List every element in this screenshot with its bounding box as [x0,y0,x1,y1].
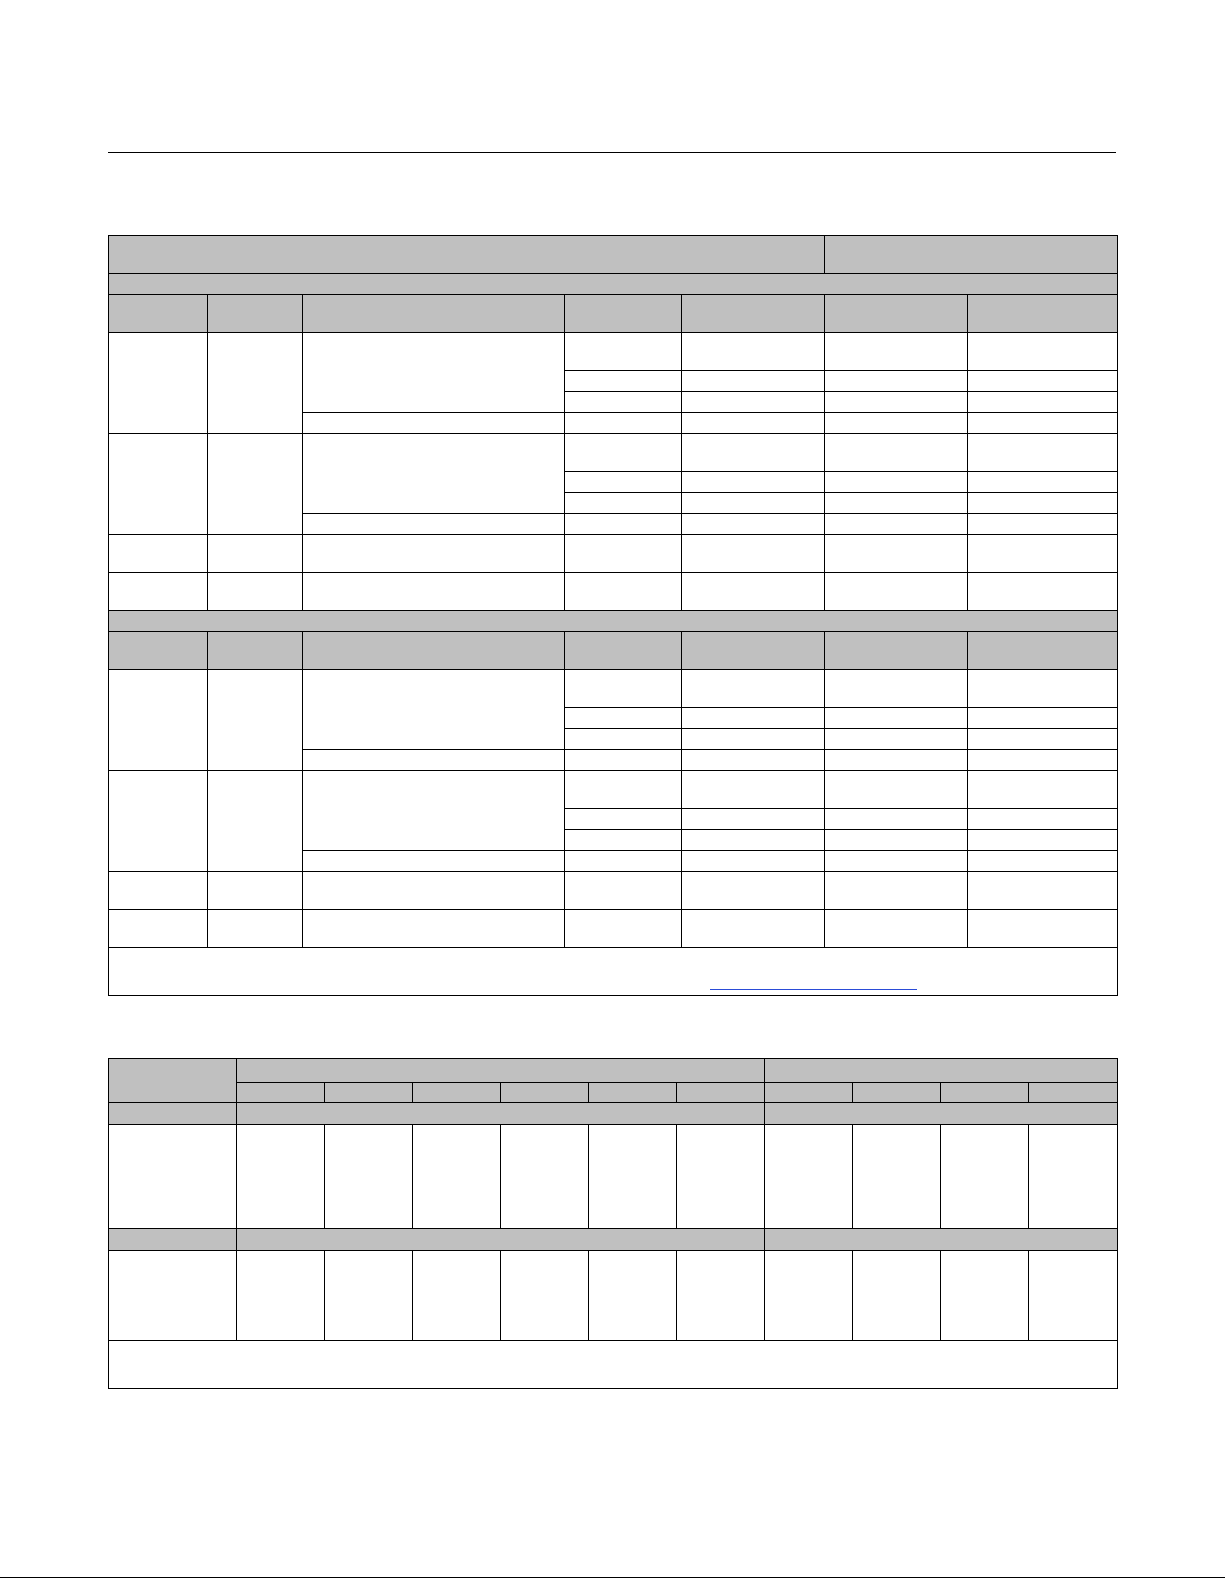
table-cell [825,809,968,830]
summary-table [108,1058,1118,1389]
table-cell [682,910,825,948]
table-cell [682,872,825,910]
table-cell [825,535,968,573]
table-cell [682,771,825,809]
table-cell [565,333,682,371]
table-cell [565,910,682,948]
table-cell [968,851,1118,872]
table-title-right [825,236,1118,274]
table-row [109,1251,1118,1341]
table-cell [682,493,825,514]
table-cell [303,333,565,413]
table-cell [565,535,682,573]
table-cell [968,670,1118,708]
table-cell [825,851,968,872]
spec-table [108,235,1118,996]
column-header [682,632,825,670]
table-cell [682,830,825,851]
table-cell [565,514,682,535]
section-header [109,274,1118,295]
table-cell [1029,1251,1118,1341]
table-cell [303,434,565,514]
table-cell [565,708,682,729]
table-cell [208,434,303,535]
table-cell [682,434,825,472]
subcolumn-header [1029,1083,1118,1103]
table-cell [677,1251,765,1341]
table-cell [825,434,968,472]
table-cell [968,910,1118,948]
table-cell [303,670,565,750]
table-cell [682,413,825,434]
table-row [109,535,1118,573]
table-cell [968,729,1118,750]
column-header [303,295,565,333]
table-cell [941,1251,1029,1341]
column-header [303,632,565,670]
table-cell [968,872,1118,910]
table-cell [303,872,565,910]
table-cell [968,413,1118,434]
table-cell [208,333,303,434]
table-cell [968,371,1118,392]
table-cell [968,392,1118,413]
subcolumn-header [237,1083,325,1103]
table-cell [682,729,825,750]
table-cell [565,830,682,851]
group-header-right [765,1059,1118,1083]
column-header [565,295,682,333]
column-header [208,632,303,670]
table-cell [825,371,968,392]
table-cell [325,1125,413,1229]
column-header [208,295,303,333]
column-header [968,632,1118,670]
table-cell [853,1251,941,1341]
column-header [682,295,825,333]
table-footnote [109,1341,1118,1389]
subcolumn-header [325,1083,413,1103]
table-cell [208,535,303,573]
table-cell [109,333,208,434]
table-cell [968,830,1118,851]
table-cell [303,535,565,573]
table-cell [682,809,825,830]
table-cell [109,1125,237,1229]
subcolumn-header [941,1083,1029,1103]
table-row [109,333,1118,371]
subcolumn-header [589,1083,677,1103]
table-cell [968,472,1118,493]
table-cell [825,771,968,809]
table-row [109,1125,1118,1229]
table-cell [413,1125,501,1229]
table-cell [413,1251,501,1341]
table-row [109,670,1118,708]
table-cell [565,771,682,809]
column-header [109,295,208,333]
table-cell [565,750,682,771]
table-row [109,434,1118,472]
table-cell [565,573,682,611]
table-cell [682,371,825,392]
table-cell [303,851,565,872]
row-band-left [237,1229,765,1251]
column-header-row [109,632,1118,670]
table-cell [303,413,565,434]
table-cell [825,872,968,910]
table-cell [825,670,968,708]
table-cell [682,750,825,771]
table-cell [682,573,825,611]
column-header-row [109,295,1118,333]
table-cell [1029,1125,1118,1229]
footer-rule [0,1577,1225,1578]
group-header-left [237,1059,765,1083]
table-cell [682,670,825,708]
table-row [109,771,1118,809]
table-cell [825,333,968,371]
table-cell [109,771,208,872]
table-cell [565,472,682,493]
table-cell [682,708,825,729]
table-cell [941,1125,1029,1229]
subcolumn-header [501,1083,589,1103]
table-cell [968,514,1118,535]
subcolumn-header-row [109,1083,1118,1103]
table-cell [208,910,303,948]
table-cell [589,1251,677,1341]
table-cell [825,472,968,493]
table-cell [565,872,682,910]
table-cell [565,809,682,830]
table-cell [968,434,1118,472]
table-cell [109,872,208,910]
table-cell [208,670,303,771]
table-cell [968,771,1118,809]
column-header [968,295,1118,333]
table-cell [682,472,825,493]
table-cell [682,535,825,573]
table-cell [565,670,682,708]
table-cell [968,809,1118,830]
table-cell [565,413,682,434]
table-cell [968,535,1118,573]
table-cell [208,573,303,611]
table-footnote [109,948,1118,996]
table-cell [825,493,968,514]
table-cell [109,670,208,771]
row-band-right [765,1229,1118,1251]
table-cell [765,1125,853,1229]
table-cell [825,573,968,611]
table-cell [825,413,968,434]
table-cell [303,514,565,535]
table-cell [682,851,825,872]
table-row [109,910,1118,948]
table-cell [825,910,968,948]
table-cell [303,750,565,771]
table-cell [565,493,682,514]
table-cell [565,371,682,392]
table-cell [682,333,825,371]
table-cell [303,771,565,851]
row-band-right [765,1103,1118,1125]
table-corner [109,1059,237,1103]
row-band-left [237,1103,765,1125]
table-cell [565,392,682,413]
row-band-label [109,1229,237,1251]
table-cell [682,392,825,413]
table-cell [565,434,682,472]
table-cell [325,1251,413,1341]
table-cell [237,1251,325,1341]
table-cell [825,708,968,729]
column-header [825,632,968,670]
table-cell [853,1125,941,1229]
table-cell [589,1125,677,1229]
row-band-label [109,1103,237,1125]
table-cell [825,392,968,413]
table-cell [109,1251,237,1341]
subcolumn-header [853,1083,941,1103]
table-cell [825,830,968,851]
table-cell [109,573,208,611]
subcolumn-header [413,1083,501,1103]
table-cell [825,750,968,771]
table-cell [968,493,1118,514]
table-row [109,573,1118,611]
footnote-link-underline[interactable] [710,989,917,990]
table-cell [968,333,1118,371]
table-cell [565,851,682,872]
column-header [109,632,208,670]
table-cell [109,910,208,948]
table-cell [677,1125,765,1229]
section-header [109,611,1118,632]
table-cell [968,708,1118,729]
subcolumn-header [765,1083,853,1103]
table-cell [501,1251,589,1341]
table-cell [565,729,682,750]
table-cell [303,910,565,948]
table-cell [968,573,1118,611]
table-cell [303,573,565,611]
column-header [565,632,682,670]
table-cell [765,1251,853,1341]
table-title [109,236,825,274]
table-cell [208,872,303,910]
table-cell [825,514,968,535]
table-cell [825,729,968,750]
table-cell [109,535,208,573]
table-cell [968,750,1118,771]
subcolumn-header [677,1083,765,1103]
table-cell [682,514,825,535]
table-cell [501,1125,589,1229]
table-cell [237,1125,325,1229]
table-cell [109,434,208,535]
table-cell [208,771,303,872]
table-row [109,872,1118,910]
header-rule [108,152,1116,153]
column-header [825,295,968,333]
